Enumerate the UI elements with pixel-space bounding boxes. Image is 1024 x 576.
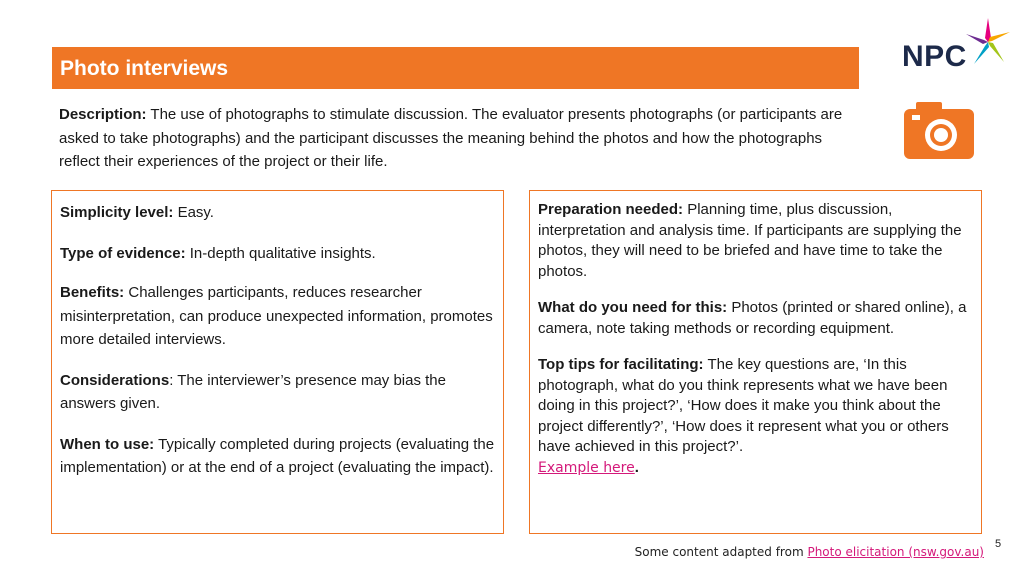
section-title-bar — [52, 47, 859, 89]
page-title: Photo interviews — [60, 57, 229, 80]
logo-text: NPC — [902, 40, 967, 73]
evidence-text: In-depth qualitative insights. — [189, 244, 376, 262]
page-number: 5 — [995, 538, 1002, 550]
what-you-need — [538, 298, 973, 339]
tips-text: The key questions are, ‘In this photograph, what do you think represents what we have been doing in this project?’, ‘How does it make you think about the project differently?’, ‘How does it represent what you or others have achieved in this project?’. — [538, 356, 949, 455]
method-details-box — [529, 190, 982, 534]
when-to-use — [60, 433, 495, 480]
preparation-needed — [538, 200, 973, 282]
description-text: The use of photographs to stimulate discussion. The evaluator presents photographs (or participants are asked to take photographs) and the participant discusses the meaning behind the photos and how the photographs reflect their experiences of the project or their life. — [59, 106, 843, 170]
benefits-label: Benefits: — [60, 284, 125, 301]
tips-label: Top tips for facilitating: — [538, 356, 704, 373]
star-logo-icon — [962, 16, 1014, 68]
evidence-label: Type of evidence: — [60, 244, 186, 262]
considerations-label: Considerations — [60, 371, 170, 389]
need-text: Photos (printed or shared online), a camera, note taking methods or recording equipment. — [538, 299, 967, 337]
npc-logo — [900, 16, 1016, 78]
when-text: Typically completed during projects (evaluating the implementation) or at the end of a project (evaluating the impact). — [60, 435, 495, 476]
example-here-link[interactable]: Example here — [538, 459, 635, 476]
simplicity-text: Easy. — [177, 204, 214, 221]
camera-icon — [904, 100, 974, 160]
simplicity-level — [60, 201, 495, 225]
when-label: When to use: — [60, 435, 155, 453]
top-tips — [538, 355, 973, 478]
need-label: What do you need for this: — [538, 299, 728, 316]
description — [59, 103, 859, 174]
preparation-text: Planning time, plus discussion, interpretation and analysis time. If participants are supplying the photos, they will need to be briefed and have time to take the photos. — [538, 201, 962, 280]
photo-elicitation-link[interactable]: Photo elicitation (nsw.gov.au) — [807, 545, 984, 559]
description-label: Description: — [59, 106, 147, 123]
type-of-evidence — [60, 242, 495, 266]
tips-period: . — [634, 458, 639, 476]
method-summary-box — [51, 190, 504, 534]
benefits — [60, 281, 495, 352]
preparation-label: Preparation needed: — [538, 201, 684, 218]
considerations-text: : The interviewer’s presence may bias the answers given. — [60, 371, 446, 412]
simplicity-label: Simplicity level: — [60, 204, 174, 221]
benefits-text: Challenges participants, reduces researcher misinterpretation, can produce unexpected information, promotes more detailed interviews. — [60, 284, 493, 348]
footer-text: Some content adapted from — [634, 545, 808, 559]
footer-credit — [635, 545, 984, 559]
considerations — [60, 369, 495, 416]
